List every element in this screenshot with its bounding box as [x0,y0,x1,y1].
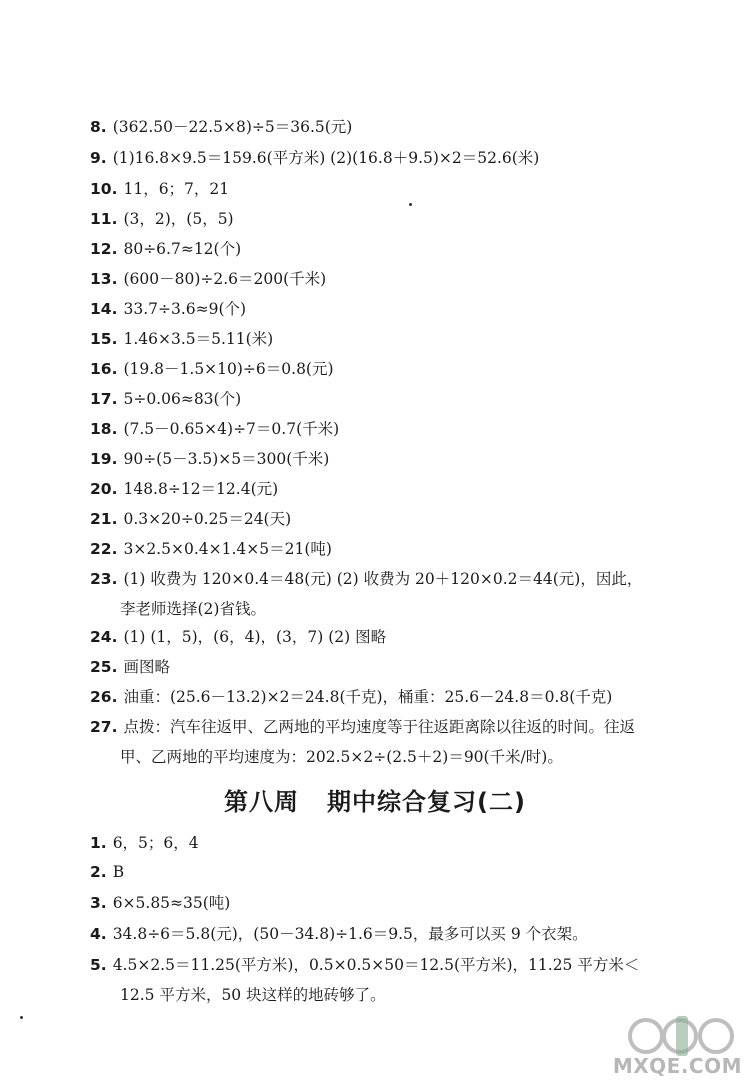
answer-text: 34.8÷6＝5.8(元)，(50－34.8)÷1.6＝9.5，最多可以买 9 个衣架。 [112,925,588,943]
answer-number: 20. [90,480,118,498]
answer-item [90,269,700,289]
answer-item [90,179,700,199]
answer-item [90,717,700,737]
answer-text: 6×5.85≈35(吨) [112,894,231,912]
answer-item [90,924,700,944]
answer-number: 13. [90,270,118,288]
answer-number: 26. [90,688,118,706]
answer-item [90,955,700,975]
answer-item [90,389,700,409]
answer-item [90,539,700,559]
answer-text: 90÷(5－3.5)×5＝300(千米) [123,450,330,468]
answer-text: 148.8÷12＝12.4(元) [123,480,279,498]
answer-number: 19. [90,450,118,468]
answer-item [90,117,700,137]
answer-number: 3. [90,894,107,912]
answer-text: 点拨：汽车往返甲、乙两地的平均速度等于往返距离除以往返的时间。往返 [123,718,635,736]
answer-text: 画图略 [123,658,170,676]
answer-item [90,627,700,647]
answer-item [90,893,700,913]
answer-item [90,509,700,529]
answer-text: 5÷0.06≈83(个) [123,390,242,408]
answer-text: 11，6；7，21 [123,180,230,198]
answer-item [90,569,700,589]
answer-text: (600－80)÷2.6＝200(千米) [123,270,327,288]
answer-item [90,359,700,379]
answer-number: 4. [90,925,107,943]
answer-number: 10. [90,180,118,198]
answer-text: (3，2)，(5，5) [123,210,234,228]
answer-text: 6，5；6，4 [112,834,199,852]
answer-number: 14. [90,300,118,318]
answer-text: (7.5－0.65×4)÷7＝0.7(千米) [123,420,340,438]
answer-number: 8. [90,118,107,136]
answer-number: 24. [90,628,118,646]
answer-number: 22. [90,540,118,558]
answer-continuation: 李老师选择(2)省钱。 [120,600,266,618]
answer-text: (19.8－1.5×10)÷6＝0.8(元) [123,360,334,378]
answer-item [90,299,700,319]
watermark-circle-icon [700,1020,732,1052]
scan-speck [20,1016,23,1019]
watermark-text: MXQE.COM [612,1054,742,1078]
answer-number: 23. [90,570,118,588]
section-title: 第八周 期中综合复习(二) [223,788,526,816]
answer-item [90,833,700,853]
answer-text: 33.7÷3.6≈9(个) [123,300,247,318]
answer-text: 油重：(25.6－13.2)×2＝24.8(千克)，桶重：25.6－24.8＝0.8(千克) [123,688,613,706]
answer-number: 9. [90,149,107,167]
answer-item [90,419,700,439]
answer-text: 0.3×20÷0.25＝24(天) [123,510,292,528]
answer-number: 12. [90,240,118,258]
answer-item [90,862,700,882]
answer-text: 80÷6.7≈12(个) [123,240,242,258]
answer-number: 25. [90,658,118,676]
answer-text: 1.46×3.5＝5.11(米) [123,330,274,348]
answer-item [90,148,700,168]
watermark-mark-icon [676,1016,688,1056]
scan-speck [409,203,412,206]
answer-continuation: 12.5 平方米，50 块这样的地砖够了。 [120,986,386,1004]
answer-text: (1) (1，5)，(6，4)，(3，7) (2) 图略 [123,628,387,646]
answer-text: (1) 收费为 120×0.4＝48(元) (2) 收费为 20＋120×0.2＝44(元)，因此， [123,570,643,588]
answer-number: 2. [90,863,107,881]
answer-number: 18. [90,420,118,438]
answer-number: 16. [90,360,118,378]
answer-text: B [112,863,125,881]
answer-item [90,329,700,349]
answer-text: 3×2.5×0.4×1.4×5＝21(吨) [123,540,332,558]
answer-continuation: 甲、乙两地的平均速度为：202.5×2÷(2.5＋2)＝90(千米/时)。 [120,748,563,766]
answer-number: 11. [90,210,118,228]
answer-number: 27. [90,718,118,736]
answer-item [90,687,700,707]
answer-number: 5. [90,956,107,974]
answer-item [90,209,700,229]
answer-text: (362.50－22.5×8)÷5＝36.5(元) [112,118,353,136]
answer-item [90,239,700,259]
answer-number: 1. [90,834,107,852]
answer-number: 21. [90,510,118,528]
answer-item [90,479,700,499]
answer-number: 17. [90,390,118,408]
answer-item [90,657,700,677]
answer-text: 4.5×2.5＝11.25(平方米)，0.5×0.5×50＝12.5(平方米)，11.25 平方米＜ [112,956,640,974]
answer-number: 15. [90,330,118,348]
answer-text: (1)16.8×9.5＝159.6(平方米) (2)(16.8＋9.5)×2＝52.6(米) [112,149,540,167]
watermark-circle-icon [630,1020,662,1052]
answer-item [90,449,700,469]
